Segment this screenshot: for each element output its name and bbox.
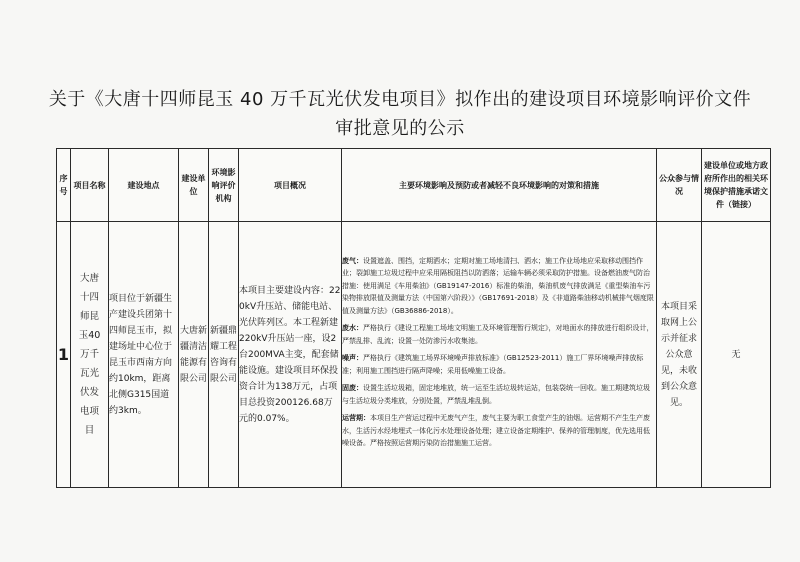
header-overview: 项目概况 bbox=[239, 149, 342, 222]
row-location: 项目位于新疆生产建设兵团第十四师昆玉市，拟建场址中心位于昆玉市西南方向约10km，距离北侧G315国道约3km。 bbox=[109, 222, 179, 488]
header-builder: 建设单位 bbox=[179, 149, 209, 222]
measure-operation-label: 运营期： bbox=[342, 414, 370, 422]
header-project-name: 项目名称 bbox=[71, 149, 109, 222]
measure-operation-text: 本项目生产营运过程中无废气产生，废气主要为职工食堂产生的油烟。运营期不产生生产废水，生活污水经地埋式一体化污水处理设备处理；建立设备定期维护、保养的管理制度，优先选用低噪设备。严格按照运营期污染防治措施施工运营。 bbox=[342, 414, 650, 447]
table-row bbox=[57, 222, 771, 488]
notice-title-line-2: 审批意见的公示 bbox=[335, 118, 465, 139]
row-project-name: 大唐十四师昆玉40万千瓦光伏发电项目 bbox=[71, 222, 109, 488]
header-commitment: 建设单位或地方政府所作出的相关环境保护措施承诺文件（链接） bbox=[702, 149, 771, 222]
measure-solid-waste-text: 设置生活垃圾箱，固定地堆放，统一运至生活垃圾转运站，包装袋统一回收。施工期建筑垃圾与生活垃圾分类堆放，分别处置，严禁乱堆乱倒。 bbox=[342, 384, 650, 405]
header-seq: 序号 bbox=[57, 149, 71, 222]
measure-exhaust-gas bbox=[342, 255, 656, 318]
measure-wastewater bbox=[342, 322, 656, 347]
measure-wastewater-label: 废水： bbox=[342, 324, 363, 332]
measure-noise-text: 严格执行《建筑施工场界环境噪声排放标准》（GB12523-2011）施工厂界环境噪声排放标准；利用施工围挡进行隔声降噪；采用低噪施工设备。 bbox=[342, 354, 644, 375]
row-overview: 本项目主要建设内容：220kV升压站、储能电站、光伏阵列区。本工程新建220kV升压站一座，设2台200MVA主变，配套储能设施。建设项目环保投资合计为138万元，占项目总投资200126.68万元的0.07%。 bbox=[239, 222, 342, 488]
row-builder: 大唐新疆清洁能源有限公司 bbox=[179, 222, 209, 488]
notice-title-line-1: 关于《大唐十四师昆玉 40 万千瓦光伏发电项目》拟作出的建设项目环境影响评价文件 bbox=[48, 89, 752, 110]
measure-solid-waste-label: 固废： bbox=[342, 384, 363, 392]
row-public-participation: 本项目采取网上公示并征求公众意见，未收到公众意见。 bbox=[657, 222, 702, 488]
measure-noise bbox=[342, 352, 656, 377]
measure-exhaust-gas-text: 设置遮盖、围挡，定期洒水；定期对施工场地清扫、洒水；施工作业场地应采取移动围挡作业；裂卸施工垃圾过程中应采用隔板阻挡以防洒落；运输车辆必须采取防护措施。设备燃油废气防治措施：使用满足《车用柴油》（GB19147-2016）标准的柴油，柴油机废气排放满足《重型柴油车污染物排放限值及测量方法（中国第六阶段）》（GB17691-2018）及《非道路柴油移动机械排气烟度限值及测量方法》（GB36886-2018）。 bbox=[342, 256, 654, 315]
header-public-participation: 公众参与情况 bbox=[657, 149, 702, 222]
row-measures bbox=[342, 222, 657, 488]
header-location: 建设地点 bbox=[109, 149, 179, 222]
measure-wastewater-text: 严格执行《建设工程施工场地文明施工及环境管理暂行规定》，对地面水的排放进行组织设计，严禁乱排、乱流；设置一处防渗污水收集池。 bbox=[342, 324, 654, 345]
row-eia-agency: 新疆鼎耀工程咨询有限公司 bbox=[209, 222, 239, 488]
measure-noise-label: 噪声： bbox=[342, 354, 363, 362]
header-row bbox=[57, 149, 771, 222]
approval-notice-table bbox=[56, 148, 771, 488]
measure-solid-waste bbox=[342, 382, 656, 407]
measure-exhaust-gas-label: 废气： bbox=[342, 256, 363, 265]
measure-operation bbox=[342, 412, 656, 450]
header-measures: 主要环境影响及预防或者减轻不良环境影响的对策和措施 bbox=[342, 149, 657, 222]
row-commitment: 无 bbox=[702, 222, 771, 488]
row-seq: 1 bbox=[57, 222, 71, 488]
header-eia-agency: 环境影响评价机构 bbox=[209, 149, 239, 222]
